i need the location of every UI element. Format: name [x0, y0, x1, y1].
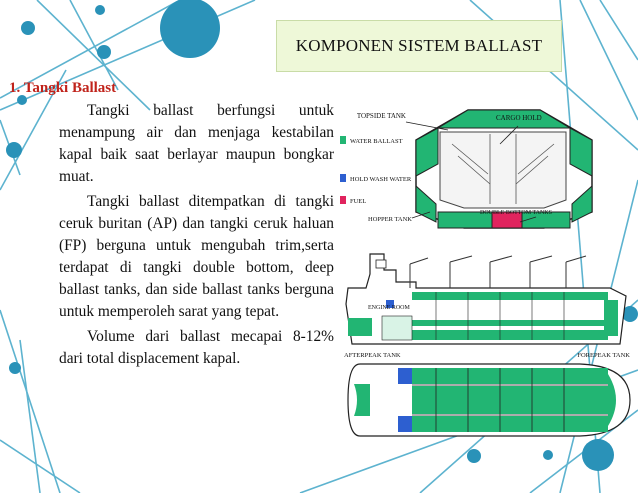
body-text — [59, 100, 334, 373]
midship-section — [357, 110, 592, 228]
legend-swatch-water-ballast — [340, 136, 346, 144]
paragraph-volume: Volume dari ballast mecapai 8-12% dari total displacement kapal. — [59, 328, 334, 367]
label-cargo-hold: CARGO HOLD — [496, 114, 542, 122]
label-afterpeak-tank: AFTERPEAK TANK — [344, 352, 401, 359]
ship-plan-view — [348, 364, 630, 436]
ship-ballast-diagram — [340, 104, 632, 442]
label-hopper-tank: HOPPER TANK — [368, 216, 412, 223]
label-forepeak-tank: FOREPEAK TANK — [577, 352, 630, 359]
legend-swatch-hold-wash-water — [340, 174, 346, 182]
paragraph-location: Tangki ballast ditempatkan di tangki ceruk buritan (AP) dan tangki ceruk haluan (FP) berguna untuk mengubah trim,serta terdapat di tangki double bottom, deep ballast tanks, dan side ballast tanks berguna untuk memperoleh sarat yang tepat. — [59, 193, 334, 320]
ship-side-profile — [344, 254, 630, 359]
legend-water-ballast: WATER BALLAST — [350, 138, 403, 145]
label-topside-tank: TOPSIDE TANK — [356, 112, 406, 120]
legend-hold-wash-water: HOLD WASH WATER — [350, 176, 412, 183]
legend-swatch-fuel — [340, 196, 346, 204]
diagram-legend — [340, 136, 412, 205]
legend-fuel: FUEL — [350, 198, 367, 205]
slide-title: KOMPONEN SISTEM BALLAST — [276, 20, 562, 72]
label-double-bottom: DOUBLE BOTTOM TANKS — [480, 210, 552, 216]
section-heading: 1. Tangki Ballast — [9, 80, 117, 96]
label-engine-room: ENGINE ROOM — [368, 305, 410, 311]
paragraph-function: Tangki ballast berfungsi untuk menampung air dan menjaga kestabilan kapal baik saat berlayar maupun bongkar muat. — [59, 102, 334, 185]
